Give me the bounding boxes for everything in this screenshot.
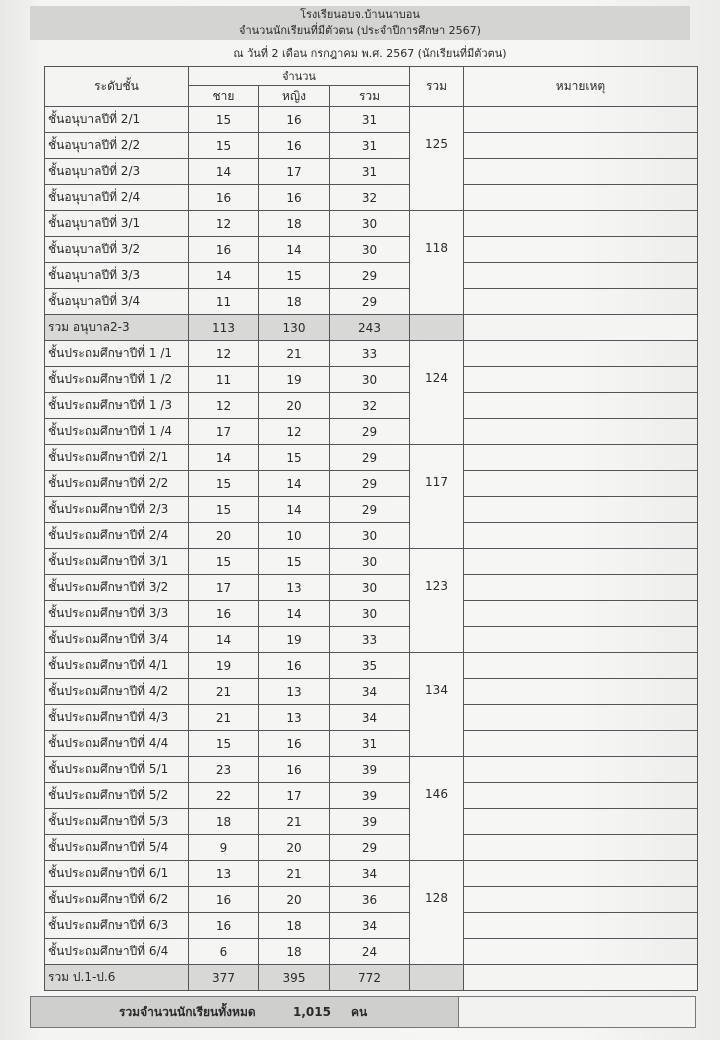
female-count: 15	[259, 445, 330, 471]
class-level: ชั้นประถมศึกษาปีที่ 2/1	[45, 445, 189, 471]
class-total: 29	[330, 289, 410, 315]
female-count: 18	[259, 913, 330, 939]
class-total: 29	[330, 263, 410, 289]
summary-row	[45, 315, 698, 341]
grand-total-value: 1,015	[293, 1005, 331, 1019]
female-count: 14	[259, 237, 330, 263]
female-count: 20	[259, 393, 330, 419]
class-total: 31	[330, 159, 410, 185]
male-count: 16	[189, 913, 259, 939]
header-count: จำนวน	[189, 67, 410, 86]
grand-total-label: รวมจำนวนนักเรียนทั้งหมด	[119, 1005, 256, 1019]
class-total: 29	[330, 471, 410, 497]
table-row	[45, 835, 698, 861]
female-count: 13	[259, 575, 330, 601]
male-count: 15	[189, 471, 259, 497]
remarks-cell	[464, 367, 698, 393]
header-group-total: รวม	[410, 67, 464, 107]
female-count: 18	[259, 939, 330, 965]
female-count: 16	[259, 133, 330, 159]
male-count: 15	[189, 133, 259, 159]
table-row	[45, 289, 698, 315]
student-count-table	[44, 66, 698, 991]
class-total: 24	[330, 939, 410, 965]
male-count: 9	[189, 835, 259, 861]
header-female: หญิง	[259, 86, 330, 107]
remarks-cell	[464, 523, 698, 549]
remarks-cell	[464, 861, 698, 887]
class-total: 35	[330, 653, 410, 679]
female-count: 16	[259, 757, 330, 783]
summary-group-total-cell	[410, 965, 464, 991]
class-total: 36	[330, 887, 410, 913]
table-row	[45, 263, 698, 289]
table-body	[45, 107, 698, 991]
class-level: ชั้นประถมศึกษาปีที่ 1 /1	[45, 341, 189, 367]
remarks-cell	[464, 211, 698, 237]
table-row	[45, 159, 698, 185]
class-level: ชั้นประถมศึกษาปีที่ 3/4	[45, 627, 189, 653]
class-total: 33	[330, 341, 410, 367]
male-count: 22	[189, 783, 259, 809]
class-level: ชั้นอนุบาลปีที่ 3/3	[45, 263, 189, 289]
group-total: 125	[410, 107, 464, 211]
female-count: 19	[259, 627, 330, 653]
remarks-cell	[464, 575, 698, 601]
summary-male: 377	[189, 965, 259, 991]
remarks-cell	[464, 913, 698, 939]
class-level: ชั้นประถมศึกษาปีที่ 5/1	[45, 757, 189, 783]
class-total: 39	[330, 783, 410, 809]
table-row	[45, 939, 698, 965]
table-row	[45, 523, 698, 549]
table-row	[45, 809, 698, 835]
class-total: 31	[330, 107, 410, 133]
male-count: 14	[189, 159, 259, 185]
grand-total-row	[30, 996, 462, 1028]
table-row	[45, 861, 698, 887]
male-count: 16	[189, 601, 259, 627]
remarks-cell	[464, 601, 698, 627]
female-count: 17	[259, 159, 330, 185]
class-total: 29	[330, 835, 410, 861]
class-level: ชั้นประถมศึกษาปีที่ 3/2	[45, 575, 189, 601]
male-count: 21	[189, 679, 259, 705]
male-count: 14	[189, 445, 259, 471]
table-row	[45, 133, 698, 159]
male-count: 11	[189, 289, 259, 315]
class-level: ชั้นประถมศึกษาปีที่ 4/3	[45, 705, 189, 731]
female-count: 17	[259, 783, 330, 809]
class-level: ชั้นประถมศึกษาปีที่ 2/2	[45, 471, 189, 497]
remarks-cell	[464, 887, 698, 913]
remarks-cell	[464, 497, 698, 523]
group-total: 146	[410, 757, 464, 861]
group-total: 134	[410, 653, 464, 757]
summary-label: รวม อนุบาล2-3	[45, 315, 189, 341]
male-count: 15	[189, 549, 259, 575]
remarks-cell	[464, 471, 698, 497]
female-count: 16	[259, 185, 330, 211]
class-total: 29	[330, 497, 410, 523]
male-count: 15	[189, 107, 259, 133]
class-level: ชั้นประถมศึกษาปีที่ 6/2	[45, 887, 189, 913]
header-band	[30, 6, 690, 40]
remarks-cell	[464, 549, 698, 575]
male-count: 16	[189, 185, 259, 211]
male-count: 19	[189, 653, 259, 679]
female-count: 15	[259, 263, 330, 289]
table-row	[45, 757, 698, 783]
remarks-cell	[464, 965, 698, 991]
male-count: 17	[189, 419, 259, 445]
male-count: 13	[189, 861, 259, 887]
class-total: 34	[330, 705, 410, 731]
summary-total: 772	[330, 965, 410, 991]
remarks-cell	[464, 289, 698, 315]
female-count: 14	[259, 601, 330, 627]
female-count: 15	[259, 549, 330, 575]
school-name: โรงเรียนอบจ.บ้านนาบอน	[300, 8, 420, 21]
remarks-cell	[464, 315, 698, 341]
table-row	[45, 627, 698, 653]
group-total: 117	[410, 445, 464, 549]
class-level: ชั้นประถมศึกษาปีที่ 5/3	[45, 809, 189, 835]
class-total: 29	[330, 419, 410, 445]
remarks-cell	[464, 263, 698, 289]
remarks-cell	[464, 653, 698, 679]
group-total: 124	[410, 341, 464, 445]
table-row	[45, 731, 698, 757]
class-level: ชั้นประถมศึกษาปีที่ 4/2	[45, 679, 189, 705]
summary-row	[45, 965, 698, 991]
male-count: 20	[189, 523, 259, 549]
class-total: 30	[330, 523, 410, 549]
remarks-cell	[464, 835, 698, 861]
male-count: 11	[189, 367, 259, 393]
class-level: ชั้นประถมศึกษาปีที่ 4/1	[45, 653, 189, 679]
remarks-cell	[464, 757, 698, 783]
remarks-cell	[464, 133, 698, 159]
male-count: 16	[189, 887, 259, 913]
class-total: 30	[330, 237, 410, 263]
female-count: 18	[259, 289, 330, 315]
class-total: 29	[330, 445, 410, 471]
male-count: 6	[189, 939, 259, 965]
class-level: ชั้นประถมศึกษาปีที่ 4/4	[45, 731, 189, 757]
class-level: ชั้นอนุบาลปีที่ 2/4	[45, 185, 189, 211]
table-row	[45, 211, 698, 237]
female-count: 18	[259, 211, 330, 237]
table-row	[45, 445, 698, 471]
class-level: ชั้นประถมศึกษาปีที่ 3/3	[45, 601, 189, 627]
class-level: ชั้นอนุบาลปีที่ 2/1	[45, 107, 189, 133]
remarks-cell	[464, 159, 698, 185]
class-total: 32	[330, 393, 410, 419]
male-count: 12	[189, 393, 259, 419]
remarks-cell	[464, 393, 698, 419]
class-level: ชั้นประถมศึกษาปีที่ 1 /3	[45, 393, 189, 419]
class-level: ชั้นประถมศึกษาปีที่ 3/1	[45, 549, 189, 575]
class-total: 30	[330, 211, 410, 237]
remarks-cell	[464, 939, 698, 965]
summary-female: 395	[259, 965, 330, 991]
header-remarks: หมายเหตุ	[464, 67, 698, 107]
class-total: 32	[330, 185, 410, 211]
date-line: ณ วันที่ 2 เดือน กรกฎาคม พ.ศ. 2567 (นักเรียนที่มีตัวตน)	[233, 47, 507, 60]
male-count: 17	[189, 575, 259, 601]
table-row	[45, 913, 698, 939]
remarks-cell	[464, 341, 698, 367]
class-total: 31	[330, 731, 410, 757]
grand-total-remarks-cell	[458, 996, 696, 1028]
female-count: 16	[259, 653, 330, 679]
header-total: รวม	[330, 86, 410, 107]
class-level: ชั้นประถมศึกษาปีที่ 2/4	[45, 523, 189, 549]
table-row	[45, 471, 698, 497]
female-count: 13	[259, 679, 330, 705]
female-count: 21	[259, 341, 330, 367]
remarks-cell	[464, 705, 698, 731]
class-total: 34	[330, 861, 410, 887]
class-total: 30	[330, 575, 410, 601]
class-level: ชั้นประถมศึกษาปีที่ 1 /4	[45, 419, 189, 445]
table-row	[45, 237, 698, 263]
remarks-cell	[464, 809, 698, 835]
table-row	[45, 185, 698, 211]
female-count: 19	[259, 367, 330, 393]
group-total: 118	[410, 211, 464, 315]
female-count: 16	[259, 731, 330, 757]
remarks-cell	[464, 419, 698, 445]
male-count: 18	[189, 809, 259, 835]
table-row	[45, 419, 698, 445]
summary-group-total-cell	[410, 315, 464, 341]
male-count: 15	[189, 497, 259, 523]
class-level: ชั้นประถมศึกษาปีที่ 6/1	[45, 861, 189, 887]
class-total: 30	[330, 549, 410, 575]
class-level: ชั้นประถมศึกษาปีที่ 6/4	[45, 939, 189, 965]
female-count: 21	[259, 861, 330, 887]
female-count: 13	[259, 705, 330, 731]
header-male: ชาย	[189, 86, 259, 107]
table-row	[45, 679, 698, 705]
remarks-cell	[464, 237, 698, 263]
table-row	[45, 783, 698, 809]
male-count: 12	[189, 211, 259, 237]
male-count: 15	[189, 731, 259, 757]
class-total: 39	[330, 809, 410, 835]
female-count: 16	[259, 107, 330, 133]
summary-female: 130	[259, 315, 330, 341]
grand-total-unit: คน	[351, 1005, 368, 1019]
class-total: 34	[330, 679, 410, 705]
group-total: 123	[410, 549, 464, 653]
table-row	[45, 497, 698, 523]
summary-male: 113	[189, 315, 259, 341]
male-count: 16	[189, 237, 259, 263]
header-level: ระดับชั้น	[45, 67, 189, 107]
table-row	[45, 393, 698, 419]
remarks-cell	[464, 445, 698, 471]
table-row	[45, 367, 698, 393]
remarks-cell	[464, 627, 698, 653]
class-level: ชั้นประถมศึกษาปีที่ 2/3	[45, 497, 189, 523]
table-row	[45, 887, 698, 913]
class-level: ชั้นอนุบาลปีที่ 2/2	[45, 133, 189, 159]
class-level: ชั้นอนุบาลปีที่ 2/3	[45, 159, 189, 185]
male-count: 12	[189, 341, 259, 367]
table-row	[45, 341, 698, 367]
class-level: ชั้นอนุบาลปีที่ 3/1	[45, 211, 189, 237]
class-level: ชั้นอนุบาลปีที่ 3/2	[45, 237, 189, 263]
male-count: 23	[189, 757, 259, 783]
remarks-cell	[464, 679, 698, 705]
class-total: 34	[330, 913, 410, 939]
remarks-cell	[464, 107, 698, 133]
female-count: 14	[259, 471, 330, 497]
remarks-cell	[464, 185, 698, 211]
class-total: 30	[330, 367, 410, 393]
class-total: 30	[330, 601, 410, 627]
female-count: 20	[259, 835, 330, 861]
female-count: 20	[259, 887, 330, 913]
table-row	[45, 705, 698, 731]
summary-total: 243	[330, 315, 410, 341]
class-level: ชั้นประถมศึกษาปีที่ 5/4	[45, 835, 189, 861]
class-level: ชั้นประถมศึกษาปีที่ 1 /2	[45, 367, 189, 393]
class-level: ชั้นประถมศึกษาปีที่ 5/2	[45, 783, 189, 809]
summary-label: รวม ป.1-ป.6	[45, 965, 189, 991]
class-total: 39	[330, 757, 410, 783]
remarks-cell	[464, 731, 698, 757]
female-count: 10	[259, 523, 330, 549]
remarks-cell	[464, 783, 698, 809]
male-count: 14	[189, 627, 259, 653]
table-row	[45, 575, 698, 601]
table-row	[45, 653, 698, 679]
group-total: 128	[410, 861, 464, 965]
female-count: 12	[259, 419, 330, 445]
female-count: 14	[259, 497, 330, 523]
male-count: 14	[189, 263, 259, 289]
class-total: 33	[330, 627, 410, 653]
class-total: 31	[330, 133, 410, 159]
female-count: 21	[259, 809, 330, 835]
table-row	[45, 549, 698, 575]
male-count: 21	[189, 705, 259, 731]
table-row	[45, 107, 698, 133]
class-level: ชั้นประถมศึกษาปีที่ 6/3	[45, 913, 189, 939]
table-row	[45, 601, 698, 627]
class-level: ชั้นอนุบาลปีที่ 3/4	[45, 289, 189, 315]
document-title: จำนวนนักเรียนที่มีตัวตน (ประจำปีการศึกษา 2567)	[239, 24, 481, 37]
